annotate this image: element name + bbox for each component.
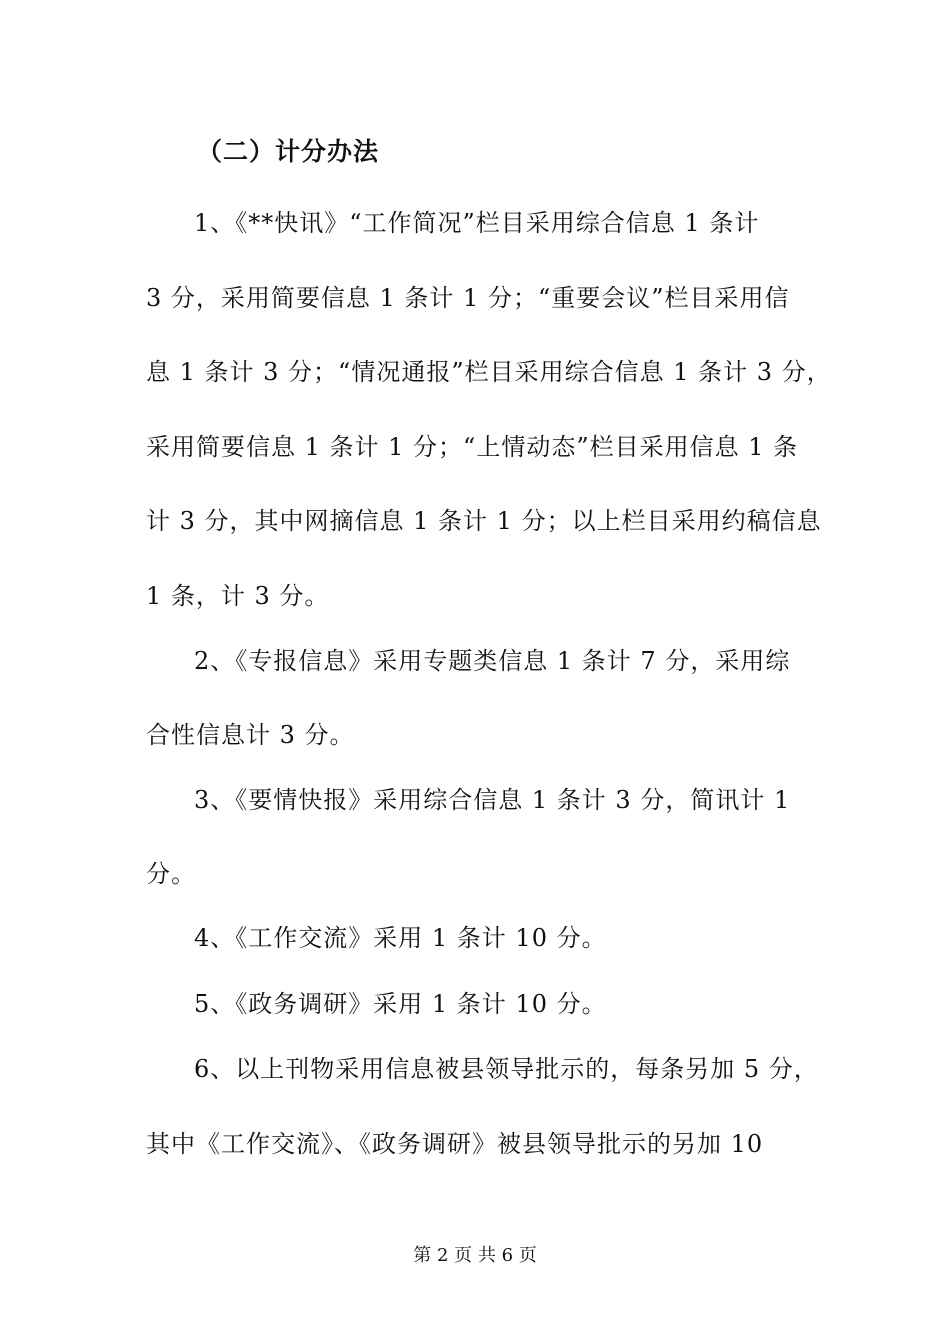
text-line: 3、《要情快报》采用综合信息 1 条计 3 分，简讯计 1	[194, 786, 791, 814]
text-line: 2、《专报信息》采用专题类信息 1 条计 7 分，采用综	[194, 647, 791, 675]
section-heading: （二）计分办法	[197, 137, 380, 166]
text-line: 息 1 条计 3 分；“情况通报”栏目采用综合信息 1 条计 3 分，	[146, 358, 832, 386]
text-line: 1、《**快讯》“工作简况”栏目采用综合信息 1 条计	[194, 209, 760, 237]
text-line: 合性信息计 3 分。	[146, 721, 355, 749]
page-footer: 第 2 页 共 6 页	[413, 1245, 537, 1266]
text-line: 其中《工作交流》、《政务调研》被县领导批示的另加 10	[146, 1130, 764, 1158]
text-line: 1 条，计 3 分。	[146, 582, 330, 610]
text-line: 采用简要信息 1 条计 1 分；“上情动态”栏目采用信息 1 条	[146, 433, 799, 461]
text-line: 分。	[146, 860, 196, 888]
text-line: 计 3 分，其中网摘信息 1 条计 1 分；以上栏目采用约稿信息	[146, 507, 822, 535]
text-line: 5、《政务调研》采用 1 条计 10 分。	[194, 990, 607, 1018]
text-line: 3 分，采用简要信息 1 条计 1 分；“重要会议”栏目采用信	[146, 284, 790, 312]
text-line: 4、《工作交流》采用 1 条计 10 分。	[194, 924, 607, 952]
text-line: 6、以上刊物采用信息被县领导批示的，每条另加 5 分，	[194, 1055, 819, 1083]
